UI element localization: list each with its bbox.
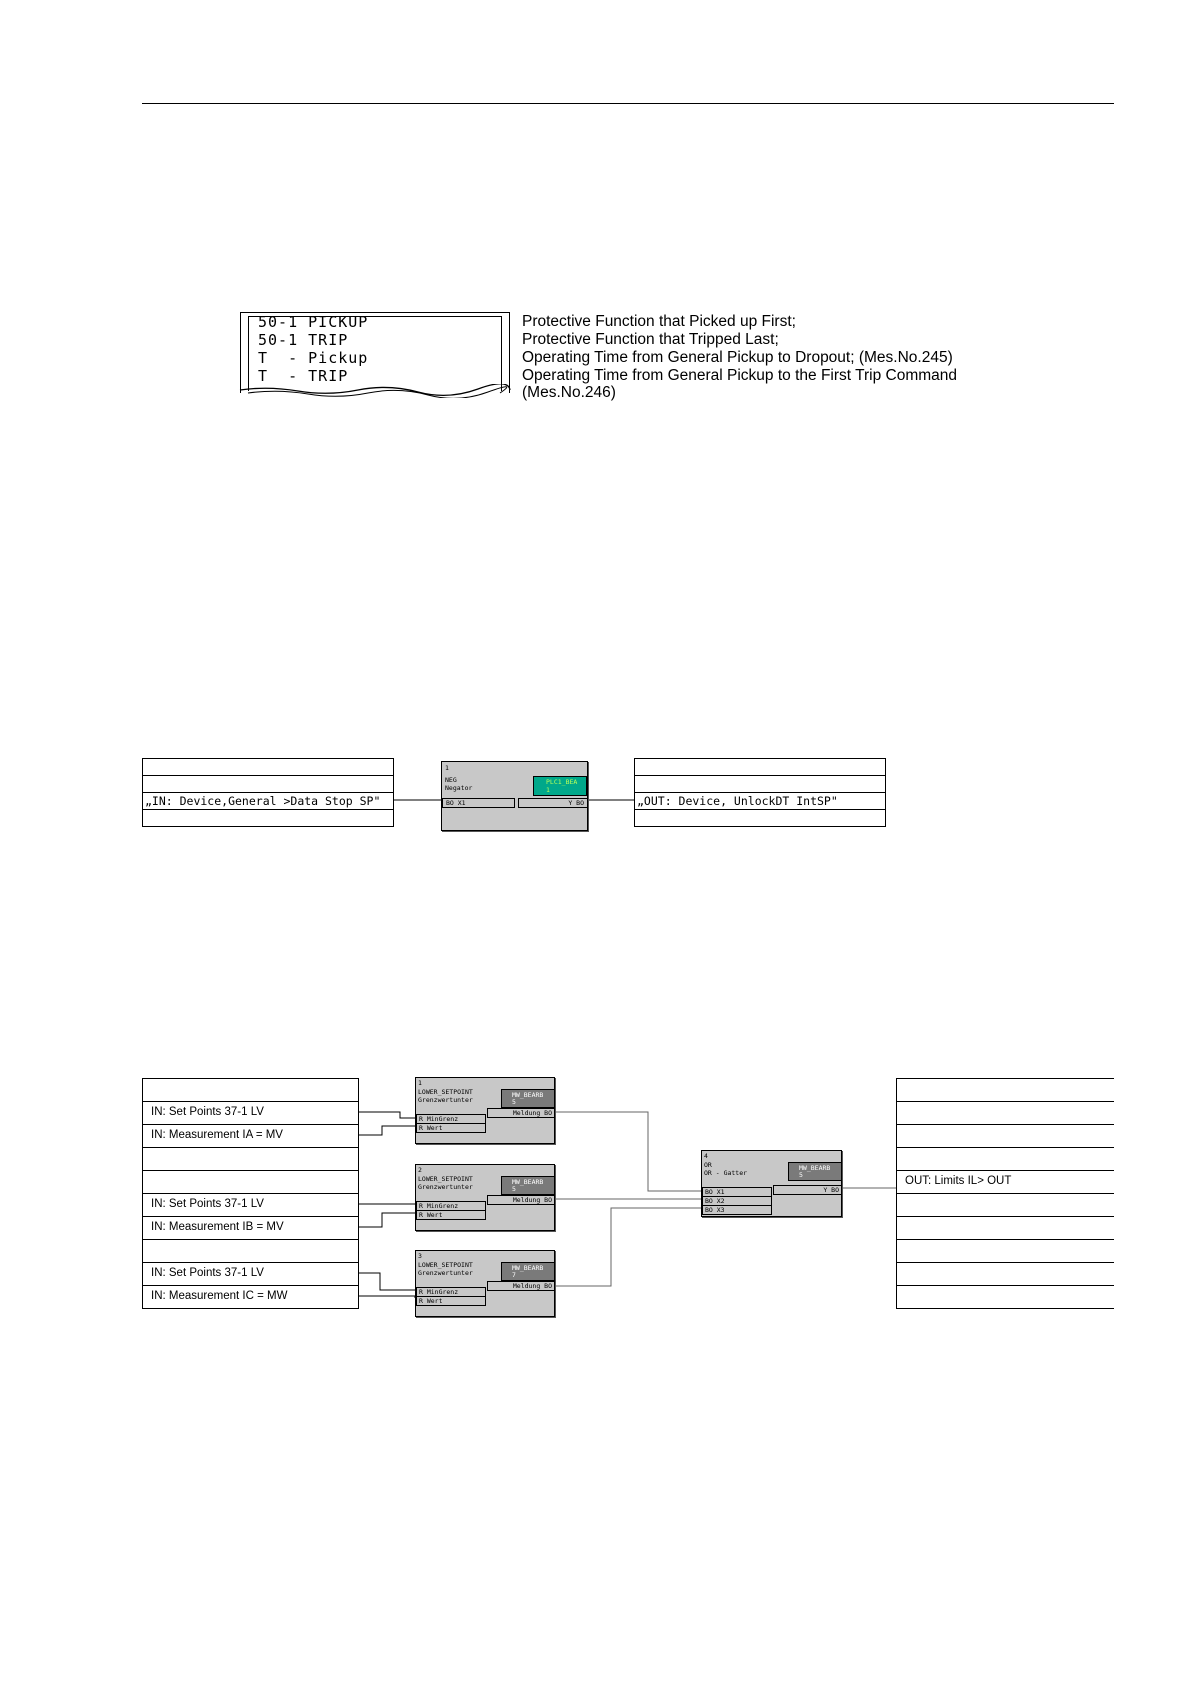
description-line-3: Operating Time from General Pickup to Dropout; (Mes.No.245) <box>522 349 953 366</box>
input-port[interactable]: R MinGrenz <box>416 1114 486 1124</box>
input-port[interactable]: BO X3 <box>702 1205 772 1215</box>
description-line-1: Protective Function that Picked up First; <box>522 313 796 330</box>
input-table-row <box>142 1239 359 1263</box>
input-measurement-ib: IN: Measurement IB = MV <box>142 1216 359 1240</box>
output-table-row <box>896 1285 1114 1309</box>
output-port[interactable]: Y BO <box>518 798 588 808</box>
input-port[interactable]: R MinGrenz <box>416 1201 486 1211</box>
output-port[interactable]: Meldung BO <box>487 1108 555 1118</box>
output-table-row <box>896 1193 1114 1217</box>
output-port[interactable]: Meldung BO <box>487 1281 555 1291</box>
wire-sp3 <box>359 1273 415 1290</box>
wire-b1-or <box>553 1112 703 1191</box>
input-port[interactable]: R Wert <box>416 1296 486 1306</box>
output-table-row <box>896 1147 1114 1171</box>
lower-setpoint-block-1[interactable]: 1 LOWER_SETPOINT Grenzwertunter MW_BEARB 5 R MinGrenz R Wert Meldung BO <box>415 1077 555 1144</box>
input-set-point-2: IN: Set Points 37-1 LV <box>142 1193 359 1217</box>
wire-sp1 <box>359 1112 415 1118</box>
task-level-badge: MW_BEARB 5 <box>501 1089 555 1108</box>
wire-ib <box>359 1213 415 1227</box>
input-port[interactable]: R MinGrenz <box>416 1287 486 1297</box>
input-table-row <box>142 1078 359 1102</box>
input-measurement-ia: IN: Measurement IA = MV <box>142 1124 359 1148</box>
input-set-point-1: IN: Set Points 37-1 LV <box>142 1101 359 1125</box>
task-level-badge: MW_BEARB 7 <box>501 1262 555 1281</box>
negator-block[interactable] <box>441 761 588 831</box>
input-port[interactable]: BO X1 <box>702 1187 772 1197</box>
output-table-row <box>634 775 886 793</box>
output-signal-label: OUT: Limits IL> OUT <box>896 1170 1114 1194</box>
input-port[interactable]: R Wert <box>416 1123 486 1133</box>
output-table-row <box>896 1101 1114 1125</box>
output-table-row <box>634 758 886 776</box>
lower-setpoint-block-2[interactable]: 2 LOWER_SETPOINT Grenzwertunter MW_BEARB 5 R MinGrenz R Wert Meldung BO <box>415 1164 555 1231</box>
output-port[interactable]: Y BO <box>773 1185 842 1195</box>
output-signal-label: „OUT: Device, UnlockDT IntSP" <box>634 792 886 810</box>
output-table-row <box>896 1078 1114 1102</box>
block-name: Negator <box>445 784 473 792</box>
input-port[interactable]: R Wert <box>416 1210 486 1220</box>
task-level-badge: MW_BEARB 5 <box>788 1162 842 1181</box>
output-table-row <box>896 1262 1114 1286</box>
display-line-2: 50-1 TRIP <box>258 331 349 349</box>
block-number: 1 <box>445 764 449 772</box>
display-line-4: T - TRIP <box>258 367 349 385</box>
input-table-row <box>142 775 394 793</box>
display-line-3: T - Pickup <box>258 349 369 367</box>
output-table-row <box>896 1216 1114 1240</box>
input-signal-label: „IN: Device,General >Data Stop SP" <box>142 792 394 810</box>
input-port[interactable]: BO X1 <box>442 798 515 808</box>
input-measurement-ic: IN: Measurement IC = MW <box>142 1285 359 1309</box>
wire-ia <box>359 1126 415 1135</box>
input-table-row <box>142 758 394 776</box>
display-line-1: 50-1 PICKUP <box>258 313 369 331</box>
wire-b3-or <box>553 1208 703 1286</box>
input-port[interactable]: BO X2 <box>702 1196 772 1206</box>
description-line-4: Operating Time from General Pickup to the First Trip Command <box>522 367 958 384</box>
output-table-row <box>896 1239 1114 1263</box>
task-level-badge: MW_BEARB 5 <box>501 1176 555 1195</box>
input-set-point-3: IN: Set Points 37-1 LV <box>142 1262 359 1286</box>
output-table-row <box>896 1124 1114 1148</box>
input-table-row <box>142 1170 359 1194</box>
description-line-2: Protective Function that Tripped Last; <box>522 331 779 348</box>
wire-ic <box>359 1296 415 1298</box>
output-table-row <box>634 809 886 827</box>
lower-setpoint-block-3[interactable]: 3 LOWER_SETPOINT Grenzwertunter MW_BEARB 7 R MinGrenz R Wert Meldung BO <box>415 1250 555 1317</box>
block-type: NEG <box>445 776 457 784</box>
input-table-row <box>142 809 394 827</box>
task-level-badge: PLC1_BEA 1 <box>533 776 587 796</box>
output-port[interactable]: Meldung BO <box>487 1195 555 1205</box>
input-table-row <box>142 1147 359 1171</box>
description-line-5: (Mes.No.246) <box>522 384 616 401</box>
or-gate-block[interactable]: 4 OR OR - Gatter MW_BEARB 5 BO X1 BO X2 BO X3 Y BO <box>701 1150 842 1217</box>
